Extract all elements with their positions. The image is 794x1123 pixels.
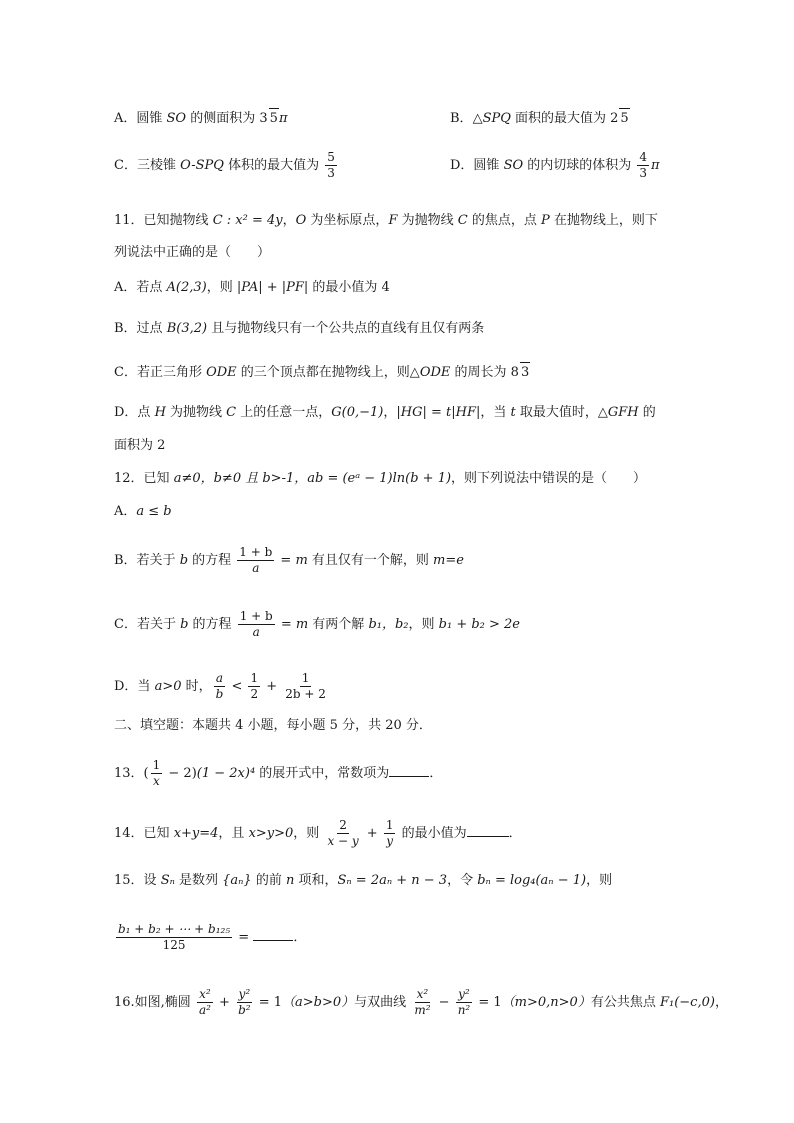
q11-stem-line1: 11．已知抛物线 C : x² = 4y，O 为坐标原点，F 为抛物线 C 的焦点，点 P 在抛物线上，则下 <box>114 213 658 228</box>
fraction: $\frac{1 + b}{a}$ <box>239 545 273 575</box>
fraction: $\frac{\text{x²}}{\text{m²}}$ <box>414 987 431 1017</box>
q15-line1: 15．设 Sₙ 是数列 {aₙ} 的前 n 项和，Sₙ = 2aₙ + n − 3，令 bₙ = log₄(aₙ − 1)，则 <box>114 873 613 888</box>
q10-option-c: C．三棱锥 O-SPQ 体积的最大值为 $\frac{5}{3}$ <box>114 150 335 180</box>
fraction: $\frac{\text{b₁ + b₂ + ⋯ + b₁₂₅}}{125}$ <box>118 922 231 952</box>
answer-blank[interactable] <box>389 763 429 777</box>
fraction: $\frac{1}{2b + 2}$ <box>285 671 326 701</box>
fraction: $\frac{1}{x}$ <box>152 758 161 788</box>
q11-stem-line2: 列说法中正确的是（ ） <box>114 245 271 260</box>
q10-option-a: A．圆锥 SO 的侧面积为 3 5π <box>114 108 287 129</box>
fraction: $\frac{\text{x²}}{\text{a²}}$ <box>198 987 211 1017</box>
q11-option-b: B．过点 B(3,2) 且与抛物线只有一个公共点的直线有且仅有两条 <box>114 321 485 336</box>
q10-option-d: D．圆锥 SO 的内切球的体积为 $\frac{4}{3}$ π <box>450 150 660 180</box>
q12-stem: 12．已知 a≠0，b≠0 且 b>-1，ab = (eᵃ − 1)ln(b + 1)，则下列说法中错误的是（ ） <box>114 471 647 486</box>
answer-blank[interactable] <box>467 823 509 837</box>
section-heading-fill-in: 二、填空题：本题共 4 小题，每小题 5 分，共 20 分． <box>114 718 432 733</box>
fraction: $\frac{2}{x - y}$ <box>327 818 359 848</box>
q14: 14．已知 x+y=4，且 x>y>0，则 $\frac{2}{x - y}$ + $\frac{1}{y}$ 的最小值为 ． <box>114 818 522 848</box>
fraction: $\frac{a}{b}$ <box>215 671 224 701</box>
q11-option-d-line2: 面积为 2 <box>114 438 166 453</box>
q13: 13．( $\frac{1}{x}$ − 2)(1 − 2x)⁴ 的展开式中，常数项为 ． <box>114 758 443 788</box>
q16: 16.如图,椭圆 $\frac{\text{x²}}{\text{a²}}$ + $\frac{\text{y²}}{\text{b²}}$ = 1（a>b>0）与双曲线 $\frac{\text{x²}}{\text{m²}}$ − $\frac{\text{y²}}{\text{n²}}$ = 1（m>0,n>0）有公共焦点 F₁(−c,0)， <box>114 987 728 1017</box>
fraction: $\frac{\text{y²}}{\text{b²}}$ <box>238 987 251 1017</box>
q10-option-b: B．△SPQ 面积的最大值为 2 5 <box>450 108 630 129</box>
fraction: $\frac{5}{3}$ <box>327 150 335 180</box>
q11-option-d-line1: D．点 H 为抛物线 C 上的任意一点，G(0,−1)，|HG| = t|HF|，当 t 取最大值时，△GFH 的 <box>114 405 656 420</box>
fraction: $\frac{1}{y}$ <box>385 818 394 848</box>
q11-option-c: C．若正三角形 ODE 的三个顶点都在抛物线上，则△ODE 的周长为 8 3 <box>114 362 530 383</box>
fraction: $\frac{1}{2}$ <box>250 671 259 701</box>
answer-blank[interactable] <box>253 927 293 941</box>
q12-option-b: B．若关于 b 的方程 $\frac{1 + b}{a}$ = m 有且仅有一个解，则 m=e <box>114 545 464 575</box>
q15-line2: $\frac{\text{b₁ + b₂ + ⋯ + b₁₂₅}}{125}$ = ． <box>118 922 307 952</box>
q11-option-a: A．若点 A(2,3)，则 |PA| + |PF| 的最小值为 4 <box>114 280 390 295</box>
fraction: $\frac{4}{3}$ <box>639 150 648 180</box>
q12-option-c: C．若关于 b 的方程 $\frac{1 + b}{a}$ = m 有两个解 b₁，b₂，则 b₁ + b₂ > 2e <box>114 609 521 639</box>
fraction: $\frac{1 + b}{a}$ <box>239 609 273 639</box>
fraction: $\frac{\text{y²}}{\text{n²}}$ <box>457 987 471 1017</box>
q12-option-a: A．a ≤ b <box>114 504 172 519</box>
q12-option-d: D．当 a>0 时， $\frac{a}{b}$ < $\frac{1}{2}$ + $\frac{1}{2b + 2}$ <box>114 671 326 701</box>
